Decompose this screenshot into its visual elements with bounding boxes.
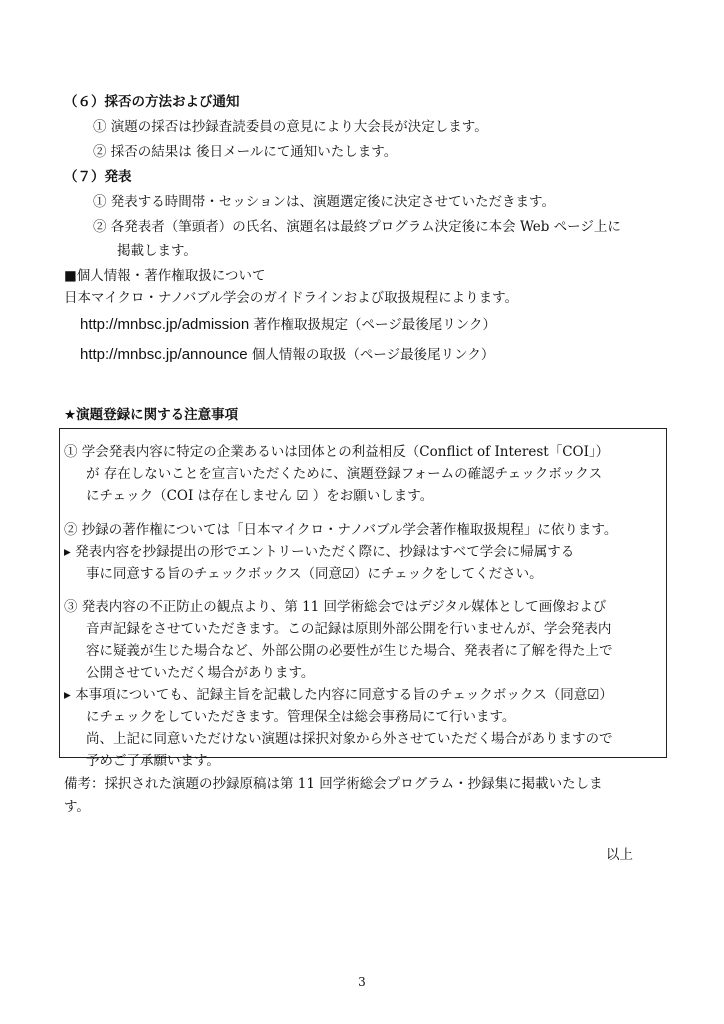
section7-heading: （７）発表 <box>64 169 132 185</box>
notes-heading: ★演題登録に関する注意事項 <box>64 407 239 423</box>
announce-link-row <box>80 346 494 364</box>
note3-line8: 予めご了承願います。 <box>86 753 220 769</box>
privacy-intro: 日本マイクロ・ナノバブル学会のガイドラインおよび取扱規程によります。 <box>64 290 519 306</box>
note1-line3: にチェック（COI は存在しません ☑ ）をお願いします。 <box>86 488 434 504</box>
note3-line1: ③ 発表内容の不正防止の観点より、第 11 回学術総会ではデジタル媒体として画像および <box>64 599 607 615</box>
note3-line6: にチェックをしていただきます。管理保全は総会事務局にて行います。 <box>86 709 516 725</box>
announce-link[interactable]: http://mnbsc.jp/announce <box>80 346 248 363</box>
note3-line2: 音声記録をさせていただきます。この記録は原則外部公開を行いませんが、学会発表内 <box>86 621 612 637</box>
section6-item2: ② 採否の結果は 後日メールにて通知いたします。 <box>93 144 398 160</box>
note3-line3: 容に疑義が生じた場合など、外部公開の必要性が生じた場合、発表者に了解を得た上で <box>86 643 613 659</box>
page-number: 3 <box>358 975 366 989</box>
remark-line2: す。 <box>64 799 90 815</box>
privacy-heading: ■個人情報・著作権取扱について <box>64 268 266 284</box>
note3-line4: 公開させていただく場合があります。 <box>86 665 315 681</box>
section7-item1: ① 発表する時間帯・セッションは、演題選定後に決定させていただきます。 <box>93 194 555 210</box>
remark-line1: 備考：採択された演題の抄録原稿は第 11 回学術総会プログラム・抄録集に掲載いたしま <box>64 776 603 792</box>
admission-link-label: 著作権取扱規定（ページ最後尾リンク） <box>253 317 497 333</box>
note3-line7: 尚、上記に同意いただけない演題は採択対象から外させていただく場合がありますので <box>86 731 613 747</box>
note2-line3: 事に同意する旨のチェックボックス（同意☑）にチェックをしてください。 <box>86 566 543 582</box>
note1-line2: が 存在しないことを宣言いただくために、演題登録フォームの確認チェックボックス <box>86 466 603 482</box>
admission-link-row <box>80 316 496 334</box>
section7-item2-line2: 掲載します。 <box>117 243 197 259</box>
section6-heading: （６）採否の方法および通知 <box>64 94 240 110</box>
section6-item1: ① 演題の採否は抄録査読委員の意見により大会長が決定します。 <box>93 119 488 135</box>
note2-line1: ② 抄録の著作権については「日本マイクロ・ナノバブル学会著作権取扱規程」に依ります。 <box>64 522 618 538</box>
closing-text: 以上 <box>606 847 633 863</box>
section7-item2-line1: ② 各発表者（筆頭者）の氏名、演題名は最終プログラム決定後に本会 Web ページ上に <box>93 219 621 235</box>
note3-line5: ▸ 本事項についても、記録主旨を記載した内容に同意する旨のチェックボックス（同意☑） <box>64 687 613 703</box>
admission-link[interactable]: http://mnbsc.jp/admission <box>80 316 250 333</box>
announce-link-label: 個人情報の取扱（ページ最後尾リンク） <box>251 347 495 363</box>
note2-line2: ▸ 発表内容を抄録提出の形でエントリーいただく際に、抄録はすべて学会に帰属する <box>64 544 575 560</box>
note1-line1: ① 学会発表内容に特定の企業あるいは団体との利益相反（Conflict of Interest「COI」） <box>64 444 610 460</box>
